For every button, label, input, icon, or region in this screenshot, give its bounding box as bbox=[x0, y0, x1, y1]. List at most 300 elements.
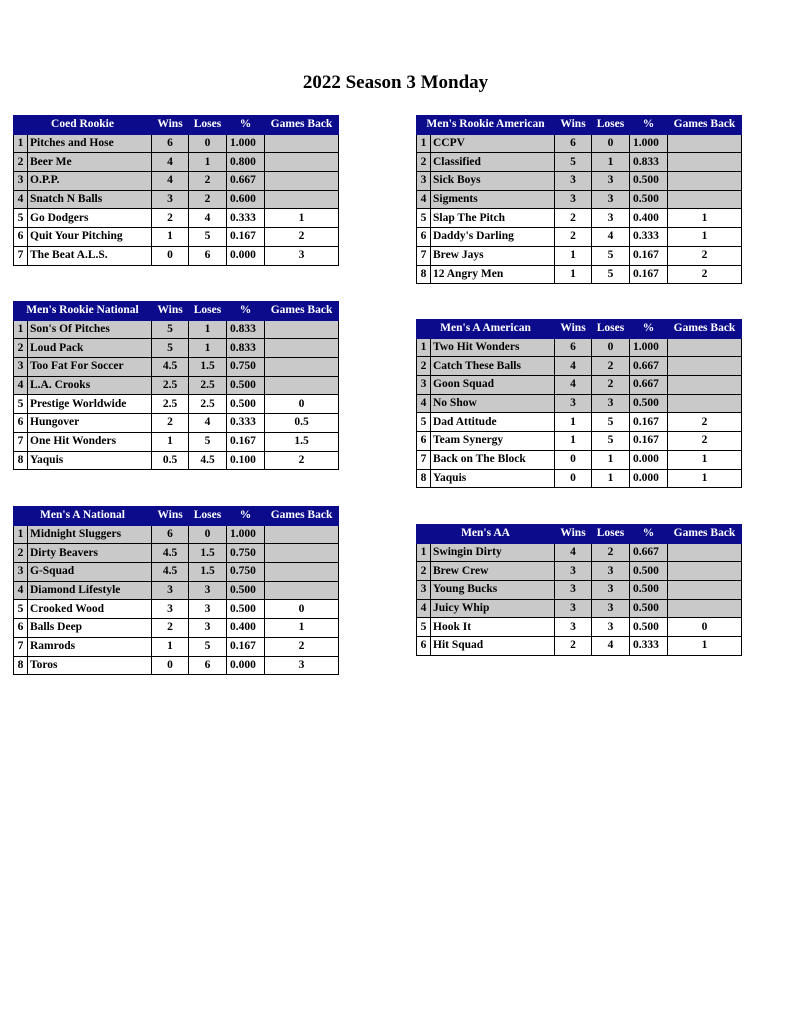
rank-cell: 3 bbox=[417, 581, 431, 600]
games-back-cell: 2 bbox=[668, 432, 742, 451]
loses-cell: 3 bbox=[592, 618, 630, 637]
table-row bbox=[417, 450, 742, 469]
pct-cell: 1.000 bbox=[630, 134, 668, 153]
rank-cell: 6 bbox=[417, 637, 431, 656]
games-back-cell bbox=[265, 134, 339, 153]
games-back-cell: 1 bbox=[668, 469, 742, 488]
column-header-wins: Wins bbox=[152, 116, 189, 135]
team-name-cell: Hungover bbox=[28, 414, 152, 433]
wins-cell: 4 bbox=[555, 357, 592, 376]
table-row bbox=[417, 562, 742, 581]
games-back-cell: 2 bbox=[265, 637, 339, 656]
pct-cell: 0.167 bbox=[227, 637, 265, 656]
table-row bbox=[14, 544, 339, 563]
pct-cell: 0.167 bbox=[227, 432, 265, 451]
rank-cell: 2 bbox=[417, 357, 431, 376]
wins-cell: 1 bbox=[152, 637, 189, 656]
pct-cell: 0.750 bbox=[227, 358, 265, 377]
wins-cell: 1 bbox=[555, 246, 592, 265]
rank-cell: 7 bbox=[417, 246, 431, 265]
wins-cell: 1 bbox=[555, 432, 592, 451]
wins-cell: 4 bbox=[152, 153, 189, 172]
standings-table bbox=[416, 319, 742, 488]
table-row bbox=[417, 172, 742, 191]
loses-cell: 4.5 bbox=[189, 451, 227, 470]
rank-cell: 1 bbox=[417, 338, 431, 357]
pct-cell: 0.500 bbox=[227, 395, 265, 414]
pct-cell: 0.833 bbox=[227, 339, 265, 358]
games-back-cell: 2 bbox=[668, 265, 742, 284]
loses-cell: 3 bbox=[592, 599, 630, 618]
table-row bbox=[417, 581, 742, 600]
pct-cell: 0.667 bbox=[630, 376, 668, 395]
loses-cell: 2.5 bbox=[189, 395, 227, 414]
rank-cell: 3 bbox=[14, 172, 28, 191]
games-back-cell bbox=[265, 525, 339, 544]
games-back-cell: 2 bbox=[668, 413, 742, 432]
wins-cell: 4 bbox=[152, 172, 189, 191]
pct-cell: 1.000 bbox=[227, 525, 265, 544]
rank-cell: 2 bbox=[417, 562, 431, 581]
table-row bbox=[417, 228, 742, 247]
table-row bbox=[417, 190, 742, 209]
table-row bbox=[417, 618, 742, 637]
table-row bbox=[14, 209, 339, 228]
pct-cell: 0.750 bbox=[227, 544, 265, 563]
pct-cell: 0.167 bbox=[630, 265, 668, 284]
team-name-cell: Quit Your Pitching bbox=[28, 228, 152, 247]
team-name-cell: Pitches and Hose bbox=[28, 134, 152, 153]
loses-cell: 1 bbox=[592, 153, 630, 172]
division-name: Men's Rookie National bbox=[14, 302, 152, 321]
loses-cell: 0 bbox=[592, 338, 630, 357]
loses-cell: 3 bbox=[592, 172, 630, 191]
rank-cell: 1 bbox=[417, 543, 431, 562]
table-header-row bbox=[14, 507, 339, 526]
team-name-cell: Sick Boys bbox=[431, 172, 555, 191]
column-header-loses: Loses bbox=[189, 507, 227, 526]
wins-cell: 2 bbox=[152, 209, 189, 228]
loses-cell: 3 bbox=[592, 562, 630, 581]
division-name: Men's A American bbox=[417, 320, 555, 339]
loses-cell: 3 bbox=[592, 581, 630, 600]
table-row bbox=[417, 376, 742, 395]
table-row bbox=[14, 320, 339, 339]
loses-cell: 5 bbox=[592, 265, 630, 284]
loses-cell: 2 bbox=[592, 376, 630, 395]
team-name-cell: Sigments bbox=[431, 190, 555, 209]
games-back-cell: 2 bbox=[668, 246, 742, 265]
page-title: 2022 Season 3 Monday bbox=[302, 72, 489, 93]
column-header-wins: Wins bbox=[555, 116, 592, 135]
games-back-cell bbox=[668, 134, 742, 153]
games-back-cell: 2 bbox=[265, 228, 339, 247]
rank-cell: 7 bbox=[14, 637, 28, 656]
games-back-cell bbox=[265, 581, 339, 600]
team-name-cell: Snatch N Balls bbox=[28, 190, 152, 209]
wins-cell: 4.5 bbox=[152, 563, 189, 582]
table-row bbox=[14, 153, 339, 172]
team-name-cell: Classified bbox=[431, 153, 555, 172]
rank-cell: 5 bbox=[14, 600, 28, 619]
pct-cell: 0.167 bbox=[630, 246, 668, 265]
table-row bbox=[417, 265, 742, 284]
pct-cell: 0.167 bbox=[630, 432, 668, 451]
wins-cell: 6 bbox=[555, 134, 592, 153]
pct-cell: 0.500 bbox=[227, 600, 265, 619]
column-header-loses: Loses bbox=[189, 116, 227, 135]
rank-cell: 1 bbox=[417, 134, 431, 153]
loses-cell: 1 bbox=[189, 320, 227, 339]
table-row bbox=[14, 395, 339, 414]
rank-cell: 2 bbox=[417, 153, 431, 172]
team-name-cell: No Show bbox=[431, 394, 555, 413]
team-name-cell: Ramrods bbox=[28, 637, 152, 656]
pct-cell: 0.000 bbox=[227, 246, 265, 265]
games-back-cell bbox=[265, 563, 339, 582]
rank-cell: 6 bbox=[417, 432, 431, 451]
team-name-cell: The Beat A.L.S. bbox=[28, 246, 152, 265]
team-name-cell: Juicy Whip bbox=[431, 599, 555, 618]
wins-cell: 3 bbox=[555, 581, 592, 600]
loses-cell: 4 bbox=[592, 228, 630, 247]
loses-cell: 2 bbox=[189, 172, 227, 191]
loses-cell: 0 bbox=[189, 134, 227, 153]
pct-cell: 0.500 bbox=[630, 172, 668, 191]
division-name: Men's Rookie American bbox=[417, 116, 555, 135]
pct-cell: 0.833 bbox=[630, 153, 668, 172]
team-name-cell: Balls Deep bbox=[28, 619, 152, 638]
rank-cell: 4 bbox=[417, 394, 431, 413]
loses-cell: 5 bbox=[592, 246, 630, 265]
table-row bbox=[14, 246, 339, 265]
team-name-cell: L.A. Crooks bbox=[28, 376, 152, 395]
table-row bbox=[417, 338, 742, 357]
rank-cell: 3 bbox=[417, 172, 431, 191]
wins-cell: 2 bbox=[152, 619, 189, 638]
table-row bbox=[14, 637, 339, 656]
loses-cell: 2 bbox=[592, 357, 630, 376]
wins-cell: 6 bbox=[555, 338, 592, 357]
wins-cell: 4 bbox=[555, 376, 592, 395]
pct-cell: 0.500 bbox=[630, 562, 668, 581]
games-back-cell bbox=[265, 172, 339, 191]
loses-cell: 1.5 bbox=[189, 563, 227, 582]
pct-cell: 0.000 bbox=[630, 469, 668, 488]
games-back-cell bbox=[265, 358, 339, 377]
team-name-cell: Young Bucks bbox=[431, 581, 555, 600]
pct-cell: 0.500 bbox=[630, 581, 668, 600]
rank-cell: 4 bbox=[14, 190, 28, 209]
games-back-cell bbox=[668, 581, 742, 600]
standings-table bbox=[416, 115, 742, 284]
table-row bbox=[14, 525, 339, 544]
team-name-cell: Midnight Sluggers bbox=[28, 525, 152, 544]
pct-cell: 0.100 bbox=[227, 451, 265, 470]
pct-cell: 0.400 bbox=[227, 619, 265, 638]
table-header-row bbox=[417, 116, 742, 135]
column-header-games-back: Games Back bbox=[668, 320, 742, 339]
wins-cell: 6 bbox=[152, 525, 189, 544]
loses-cell: 1 bbox=[592, 469, 630, 488]
pct-cell: 0.750 bbox=[227, 563, 265, 582]
table-header-row bbox=[417, 320, 742, 339]
rank-cell: 4 bbox=[417, 190, 431, 209]
column-header-wins: Wins bbox=[152, 507, 189, 526]
games-back-cell bbox=[668, 394, 742, 413]
games-back-cell bbox=[668, 599, 742, 618]
table-row bbox=[14, 581, 339, 600]
loses-cell: 2 bbox=[189, 190, 227, 209]
wins-cell: 1 bbox=[152, 228, 189, 247]
table-row bbox=[417, 413, 742, 432]
team-name-cell: Son's Of Pitches bbox=[28, 320, 152, 339]
games-back-cell bbox=[668, 543, 742, 562]
pct-cell: 0.167 bbox=[630, 413, 668, 432]
loses-cell: 3 bbox=[189, 619, 227, 638]
games-back-cell: 1 bbox=[668, 637, 742, 656]
table-row bbox=[14, 228, 339, 247]
games-back-cell bbox=[265, 190, 339, 209]
team-name-cell: Team Synergy bbox=[431, 432, 555, 451]
table-row bbox=[417, 134, 742, 153]
table-row bbox=[417, 469, 742, 488]
rank-cell: 8 bbox=[417, 265, 431, 284]
loses-cell: 1.5 bbox=[189, 358, 227, 377]
wins-cell: 0 bbox=[555, 469, 592, 488]
team-name-cell: Back on The Block bbox=[431, 450, 555, 469]
wins-cell: 1 bbox=[555, 413, 592, 432]
team-name-cell: Brew Jays bbox=[431, 246, 555, 265]
loses-cell: 5 bbox=[189, 228, 227, 247]
rank-cell: 5 bbox=[14, 395, 28, 414]
games-back-cell: 0.5 bbox=[265, 414, 339, 433]
team-name-cell: Goon Squad bbox=[431, 376, 555, 395]
rank-cell: 7 bbox=[14, 246, 28, 265]
games-back-cell: 0 bbox=[265, 600, 339, 619]
pct-cell: 1.000 bbox=[227, 134, 265, 153]
team-name-cell: CCPV bbox=[431, 134, 555, 153]
loses-cell: 6 bbox=[189, 656, 227, 675]
games-back-cell: 1 bbox=[668, 209, 742, 228]
wins-cell: 0 bbox=[555, 450, 592, 469]
games-back-cell bbox=[265, 320, 339, 339]
games-back-cell: 0 bbox=[265, 395, 339, 414]
rank-cell: 5 bbox=[14, 209, 28, 228]
wins-cell: 3 bbox=[555, 618, 592, 637]
games-back-cell bbox=[668, 172, 742, 191]
wins-cell: 3 bbox=[152, 190, 189, 209]
rank-cell: 2 bbox=[14, 544, 28, 563]
wins-cell: 1 bbox=[152, 432, 189, 451]
table-row bbox=[14, 432, 339, 451]
wins-cell: 3 bbox=[555, 172, 592, 191]
team-name-cell: Dirty Beavers bbox=[28, 544, 152, 563]
pct-cell: 0.500 bbox=[630, 618, 668, 637]
wins-cell: 4.5 bbox=[152, 358, 189, 377]
loses-cell: 1 bbox=[189, 339, 227, 358]
table-header-row bbox=[14, 302, 339, 321]
loses-cell: 5 bbox=[189, 637, 227, 656]
column-header-pct: % bbox=[227, 116, 265, 135]
column-header-pct: % bbox=[227, 507, 265, 526]
wins-cell: 2 bbox=[152, 414, 189, 433]
rank-cell: 2 bbox=[14, 153, 28, 172]
standings-table bbox=[416, 524, 742, 656]
team-name-cell: O.P.P. bbox=[28, 172, 152, 191]
games-back-cell: 1 bbox=[668, 228, 742, 247]
table-header-row bbox=[417, 525, 742, 544]
table-header-row bbox=[14, 116, 339, 135]
column-header-loses: Loses bbox=[189, 302, 227, 321]
games-back-cell: 1 bbox=[265, 209, 339, 228]
column-header-pct: % bbox=[630, 525, 668, 544]
games-back-cell bbox=[668, 153, 742, 172]
team-name-cell: Go Dodgers bbox=[28, 209, 152, 228]
pct-cell: 0.500 bbox=[227, 376, 265, 395]
pct-cell: 0.000 bbox=[227, 656, 265, 675]
games-back-cell bbox=[265, 376, 339, 395]
pct-cell: 0.667 bbox=[630, 543, 668, 562]
rank-cell: 1 bbox=[14, 320, 28, 339]
loses-cell: 3 bbox=[592, 190, 630, 209]
wins-cell: 3 bbox=[555, 190, 592, 209]
rank-cell: 6 bbox=[14, 228, 28, 247]
rank-cell: 5 bbox=[417, 209, 431, 228]
loses-cell: 3 bbox=[189, 581, 227, 600]
rank-cell: 7 bbox=[417, 450, 431, 469]
loses-cell: 4 bbox=[189, 414, 227, 433]
games-back-cell: 0 bbox=[668, 618, 742, 637]
wins-cell: 3 bbox=[152, 581, 189, 600]
table-row bbox=[14, 376, 339, 395]
table-row bbox=[417, 153, 742, 172]
wins-cell: 4 bbox=[555, 543, 592, 562]
table-row bbox=[14, 414, 339, 433]
team-name-cell: Loud Pack bbox=[28, 339, 152, 358]
rank-cell: 3 bbox=[14, 563, 28, 582]
wins-cell: 5 bbox=[555, 153, 592, 172]
table-row bbox=[417, 637, 742, 656]
rank-cell: 4 bbox=[14, 376, 28, 395]
loses-cell: 0 bbox=[592, 134, 630, 153]
table-row bbox=[14, 134, 339, 153]
rank-cell: 6 bbox=[417, 228, 431, 247]
table-row bbox=[417, 394, 742, 413]
loses-cell: 5 bbox=[592, 413, 630, 432]
rank-cell: 7 bbox=[14, 432, 28, 451]
games-back-cell bbox=[668, 357, 742, 376]
table-row bbox=[417, 357, 742, 376]
column-header-wins: Wins bbox=[152, 302, 189, 321]
wins-cell: 0.5 bbox=[152, 451, 189, 470]
team-name-cell: Daddy's Darling bbox=[431, 228, 555, 247]
pct-cell: 0.833 bbox=[227, 320, 265, 339]
games-back-cell: 3 bbox=[265, 246, 339, 265]
team-name-cell: Two Hit Wonders bbox=[431, 338, 555, 357]
wins-cell: 3 bbox=[555, 599, 592, 618]
team-name-cell: Diamond Lifestyle bbox=[28, 581, 152, 600]
loses-cell: 3 bbox=[189, 600, 227, 619]
wins-cell: 3 bbox=[555, 562, 592, 581]
rank-cell: 2 bbox=[14, 339, 28, 358]
wins-cell: 2 bbox=[555, 209, 592, 228]
pct-cell: 0.333 bbox=[630, 228, 668, 247]
table-row bbox=[14, 656, 339, 675]
pct-cell: 1.000 bbox=[630, 338, 668, 357]
games-back-cell bbox=[668, 562, 742, 581]
table-row bbox=[14, 172, 339, 191]
rank-cell: 5 bbox=[417, 618, 431, 637]
loses-cell: 1.5 bbox=[189, 544, 227, 563]
games-back-cell: 2 bbox=[265, 451, 339, 470]
column-header-loses: Loses bbox=[592, 525, 630, 544]
wins-cell: 5 bbox=[152, 320, 189, 339]
column-header-pct: % bbox=[227, 302, 265, 321]
rank-cell: 6 bbox=[14, 414, 28, 433]
rank-cell: 8 bbox=[417, 469, 431, 488]
games-back-cell: 1 bbox=[265, 619, 339, 638]
games-back-cell: 3 bbox=[265, 656, 339, 675]
team-name-cell: Catch These Balls bbox=[431, 357, 555, 376]
games-back-cell bbox=[265, 153, 339, 172]
column-header-wins: Wins bbox=[555, 320, 592, 339]
loses-cell: 2.5 bbox=[189, 376, 227, 395]
wins-cell: 2.5 bbox=[152, 376, 189, 395]
column-header-loses: Loses bbox=[592, 116, 630, 135]
table-row bbox=[417, 246, 742, 265]
team-name-cell: Dad Attitude bbox=[431, 413, 555, 432]
pct-cell: 0.500 bbox=[630, 599, 668, 618]
wins-cell: 4.5 bbox=[152, 544, 189, 563]
team-name-cell: Hook It bbox=[431, 618, 555, 637]
standings-table bbox=[13, 301, 339, 470]
pct-cell: 0.500 bbox=[630, 394, 668, 413]
loses-cell: 4 bbox=[592, 637, 630, 656]
games-back-cell: 1.5 bbox=[265, 432, 339, 451]
loses-cell: 5 bbox=[189, 432, 227, 451]
wins-cell: 6 bbox=[152, 134, 189, 153]
loses-cell: 2 bbox=[592, 543, 630, 562]
pct-cell: 0.167 bbox=[227, 228, 265, 247]
team-name-cell: Brew Crew bbox=[431, 562, 555, 581]
wins-cell: 2 bbox=[555, 228, 592, 247]
team-name-cell: G-Squad bbox=[28, 563, 152, 582]
team-name-cell: Hit Squad bbox=[431, 637, 555, 656]
rank-cell: 8 bbox=[14, 451, 28, 470]
wins-cell: 1 bbox=[555, 265, 592, 284]
team-name-cell: Slap The Pitch bbox=[431, 209, 555, 228]
loses-cell: 1 bbox=[592, 450, 630, 469]
pct-cell: 0.667 bbox=[630, 357, 668, 376]
division-name: Men's A National bbox=[14, 507, 152, 526]
team-name-cell: 12 Angry Men bbox=[431, 265, 555, 284]
wins-cell: 0 bbox=[152, 656, 189, 675]
team-name-cell: Swingin Dirty bbox=[431, 543, 555, 562]
column-header-games-back: Games Back bbox=[265, 116, 339, 135]
rank-cell: 6 bbox=[14, 619, 28, 638]
team-name-cell: Beer Me bbox=[28, 153, 152, 172]
rank-cell: 8 bbox=[14, 656, 28, 675]
pct-cell: 0.600 bbox=[227, 190, 265, 209]
column-header-games-back: Games Back bbox=[265, 302, 339, 321]
games-back-cell: 1 bbox=[668, 450, 742, 469]
table-row bbox=[14, 190, 339, 209]
column-header-games-back: Games Back bbox=[668, 525, 742, 544]
team-name-cell: Yaquis bbox=[28, 451, 152, 470]
table-row bbox=[14, 451, 339, 470]
rank-cell: 1 bbox=[14, 134, 28, 153]
